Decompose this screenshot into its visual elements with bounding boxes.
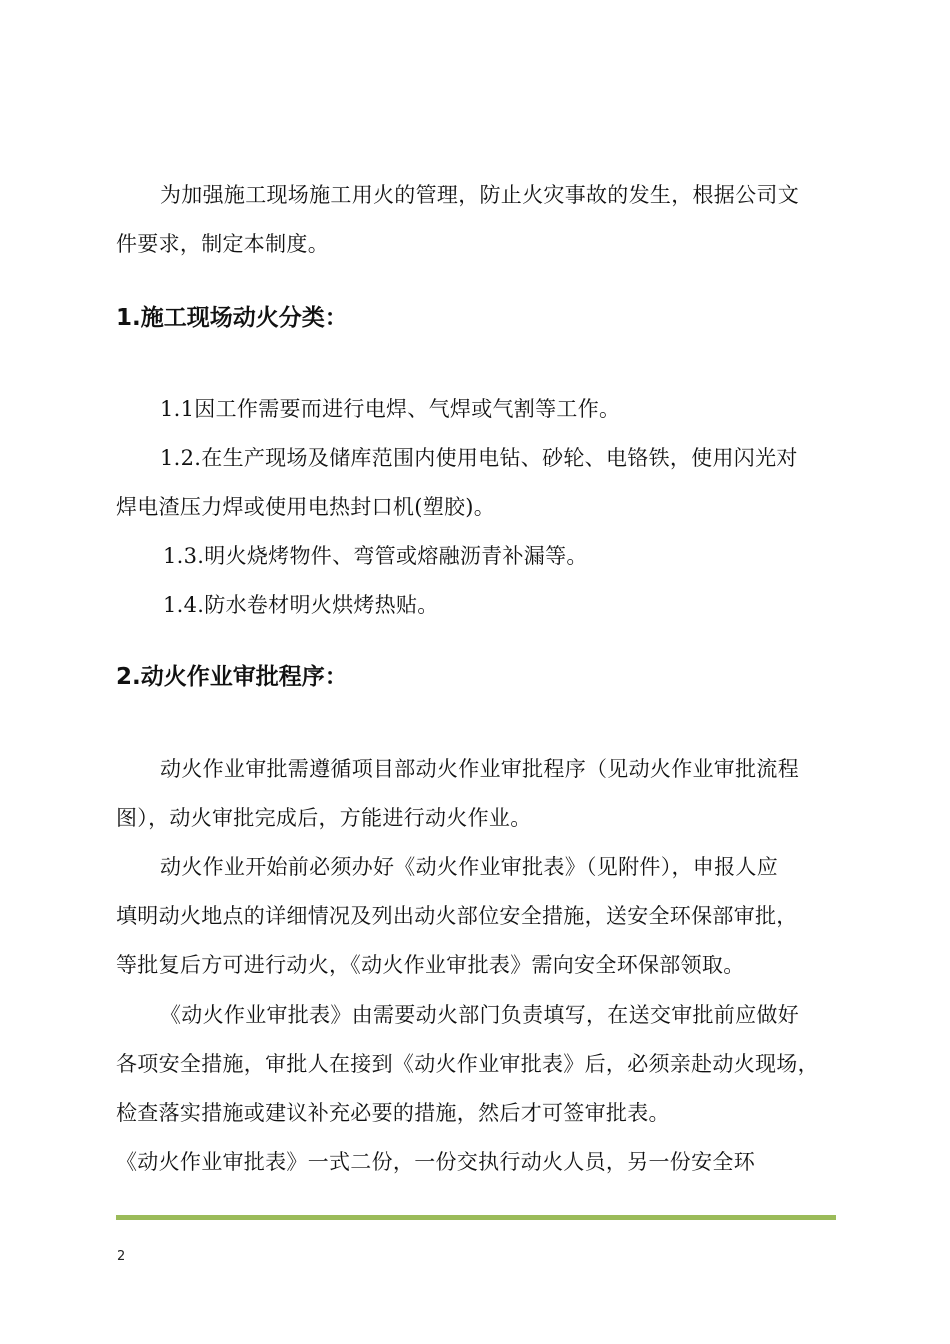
section-1-item-2-cont: 焊电渣压力焊或使用电热封口机(塑胶)。 <box>116 495 496 519</box>
section-2-line-5: 等批复后方可进行动火，《动火作业审批表》需向安全环保部领取。 <box>116 953 745 977</box>
section-2-line-7: 各项安全措施，审批人在接到《动火作业审批表》后，必须亲赴动火现场， <box>116 1052 819 1076</box>
intro-line-1: 为加强施工现场施工用火的管理，防止火灾事故的发生，根据公司文 <box>160 183 799 207</box>
section-1-item-1: 1.1因工作需要而进行电焊、气焊或气割等工作。 <box>160 397 621 421</box>
section-2-line-2: 图），动火审批完成后，方能进行动火作业。 <box>116 806 532 830</box>
section-1-heading: 1.施工现场动火分类： <box>116 305 348 331</box>
section-2-line-4: 填明动火地点的详细情况及列出动火部位安全措施，送安全环保部审批， <box>116 904 798 928</box>
section-2-heading: 2.动火作业审批程序： <box>116 664 348 690</box>
section-2-line-6: 《动火作业审批表》由需要动火部门负责填写，在送交审批前应做好 <box>160 1003 799 1027</box>
intro-line-2: 件要求，制定本制度。 <box>116 232 329 256</box>
section-2-line-3: 动火作业开始前必须办好《动火作业审批表》（见附件），申报人应 <box>160 855 778 879</box>
section-2-line-9: 《动火作业审批表》一式二份，一份交执行动火人员，另一份安全环 <box>116 1150 755 1174</box>
section-2-line-8: 检查落实措施或建议补充必要的措施，然后才可签审批表。 <box>116 1101 670 1125</box>
section-1-item-2: 1.2.在生产现场及储库范围内使用电钻、砂轮、电铬铁，使用闪光对 <box>160 446 798 470</box>
section-2-line-1: 动火作业审批需遵循项目部动火作业审批程序（见动火作业审批流程 <box>160 757 799 781</box>
page-number: 2 <box>117 1249 126 1264</box>
footer-rule <box>116 1215 836 1220</box>
section-1-item-4: 1.4.防水卷材明火烘烤热贴。 <box>163 593 439 617</box>
section-1-item-3: 1.3.明火烧烤物件、弯管或熔融沥青补漏等。 <box>163 544 588 568</box>
